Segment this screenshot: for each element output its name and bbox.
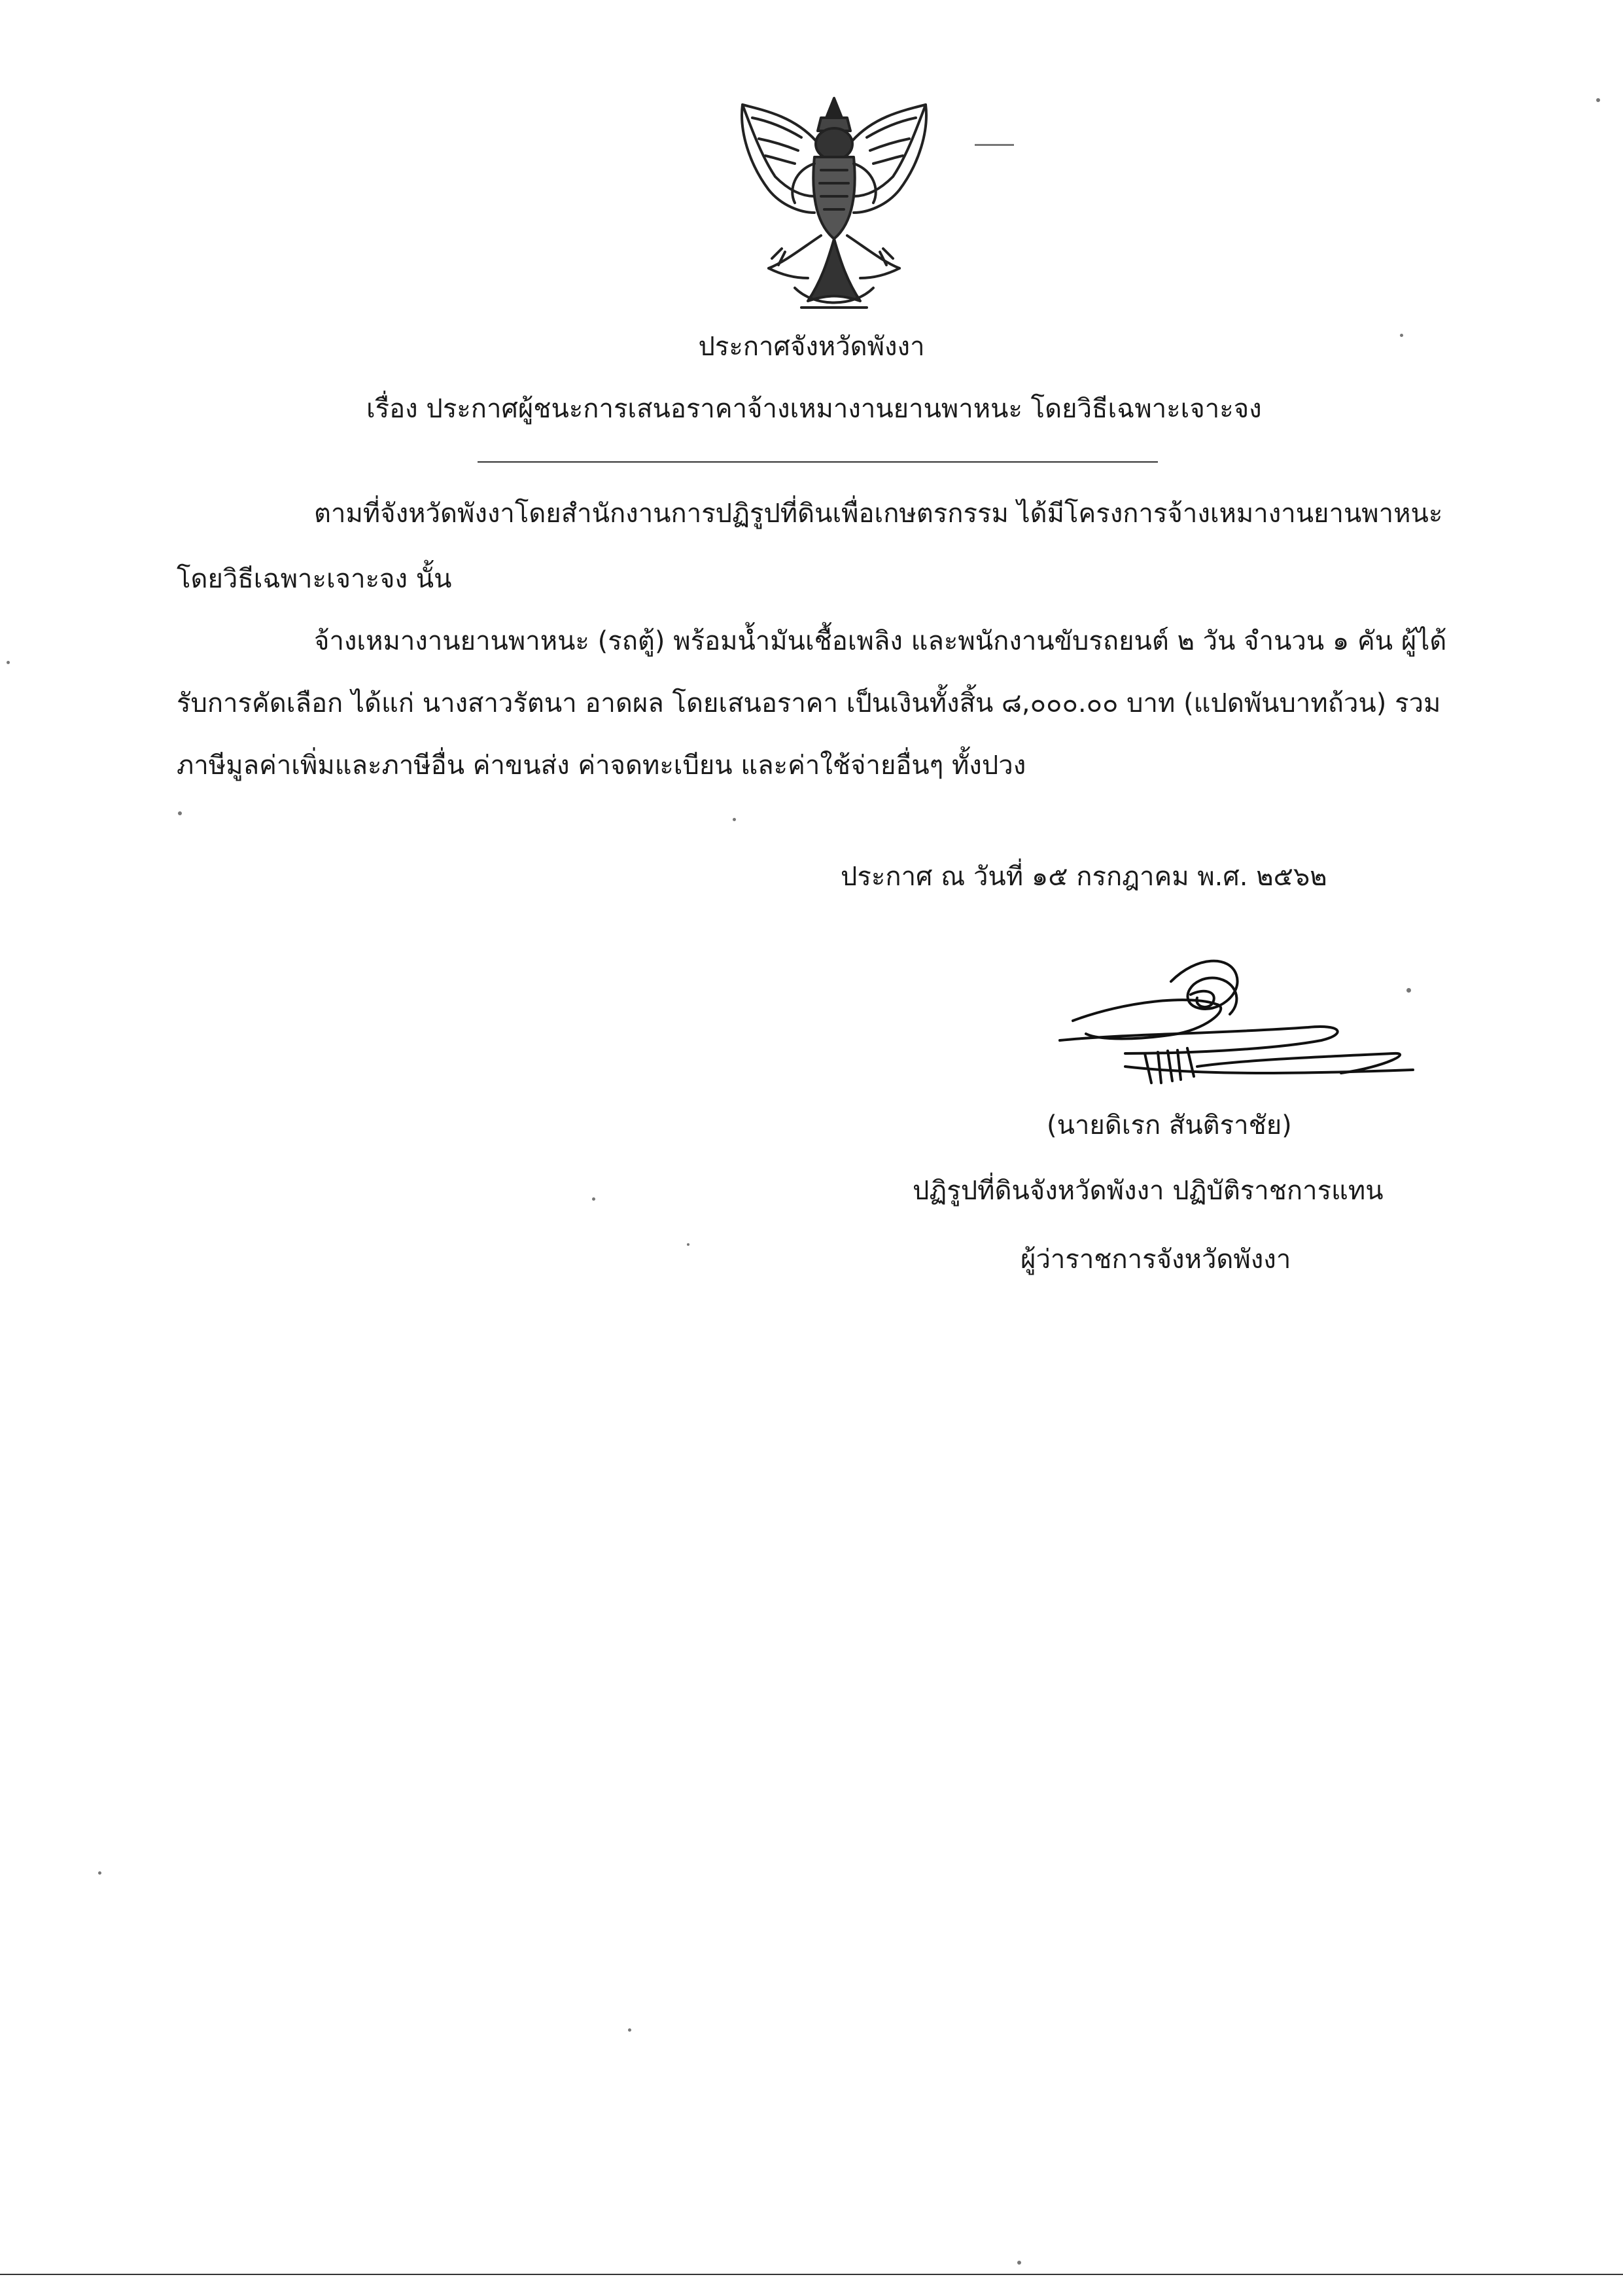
scan-speck bbox=[98, 1871, 101, 1875]
garuda-emblem bbox=[723, 92, 945, 321]
announcement-date: ประกาศ ณ วันที่ ๑๕ กรกฎาคม พ.ศ. ๒๕๖๒ bbox=[841, 862, 1327, 892]
paragraph1-line2: โดยวิธีเฉพาะเจาะจง นั้น bbox=[177, 564, 452, 594]
subject-divider bbox=[478, 461, 1158, 463]
paragraph2-line1: จ้างเหมางานยานพาหนะ (รถตู้) พร้อมน้ำมันเชื้อเพลิง และพนักงานขับรถยนต์ ๒ วัน จำนวน ๑ คัน ผู้ได้ bbox=[314, 626, 1447, 656]
scan-speck bbox=[687, 1243, 689, 1246]
paragraph2-line3: ภาษีมูลค่าเพิ่มและภาษีอื่น ค่าขนส่ง ค่าจดทะเบียน และค่าใช้จ่ายอื่นๆ ทั้งปวง bbox=[177, 751, 1026, 781]
signatory-position-secondary: ผู้ว่าราชการจังหวัดพังงา bbox=[1021, 1245, 1291, 1275]
scan-speck bbox=[592, 1197, 595, 1201]
scan-speck bbox=[1596, 98, 1600, 102]
scan-speck bbox=[1406, 988, 1411, 993]
signatory-name: (นายดิเรก สันติราชัย) bbox=[1047, 1110, 1292, 1140]
scan-speck bbox=[628, 2028, 631, 2032]
scan-speck bbox=[178, 811, 182, 815]
scan-speck bbox=[7, 661, 10, 664]
scan-speck bbox=[1400, 334, 1403, 337]
handwritten-signature bbox=[1047, 942, 1439, 1112]
paragraph2-line2: รับการคัดเลือก ได้แก่ นางสาวรัตนา อาดผล โดยเสนอราคา เป็นเงินทั้งสิ้น ๘,๐๐๐.๐๐ บาท (แปดพันบาทถ้วน) รวม bbox=[177, 688, 1441, 718]
page-bottom-edge bbox=[0, 2274, 1623, 2275]
document-subject: เรื่อง ประกาศผู้ชนะการเสนอราคาจ้างเหมางานยานพาหนะ โดยวิธีเฉพาะเจาะจง bbox=[366, 394, 1262, 424]
signatory-position: ปฏิรูปที่ดินจังหวัดพังงา ปฏิบัติราชการแทน bbox=[913, 1176, 1384, 1206]
scan-speck bbox=[1017, 2261, 1021, 2265]
document-title: ประกาศจังหวัดพังงา bbox=[698, 332, 925, 362]
scan-speck bbox=[975, 144, 1014, 146]
paragraph1-line1: ตามที่จังหวัดพังงาโดยสำนักงานการปฏิรูปที่ดินเพื่อเกษตรกรรม ได้มีโครงการจ้างเหมางานยานพาหนะ bbox=[314, 499, 1443, 529]
scan-speck bbox=[733, 818, 736, 821]
